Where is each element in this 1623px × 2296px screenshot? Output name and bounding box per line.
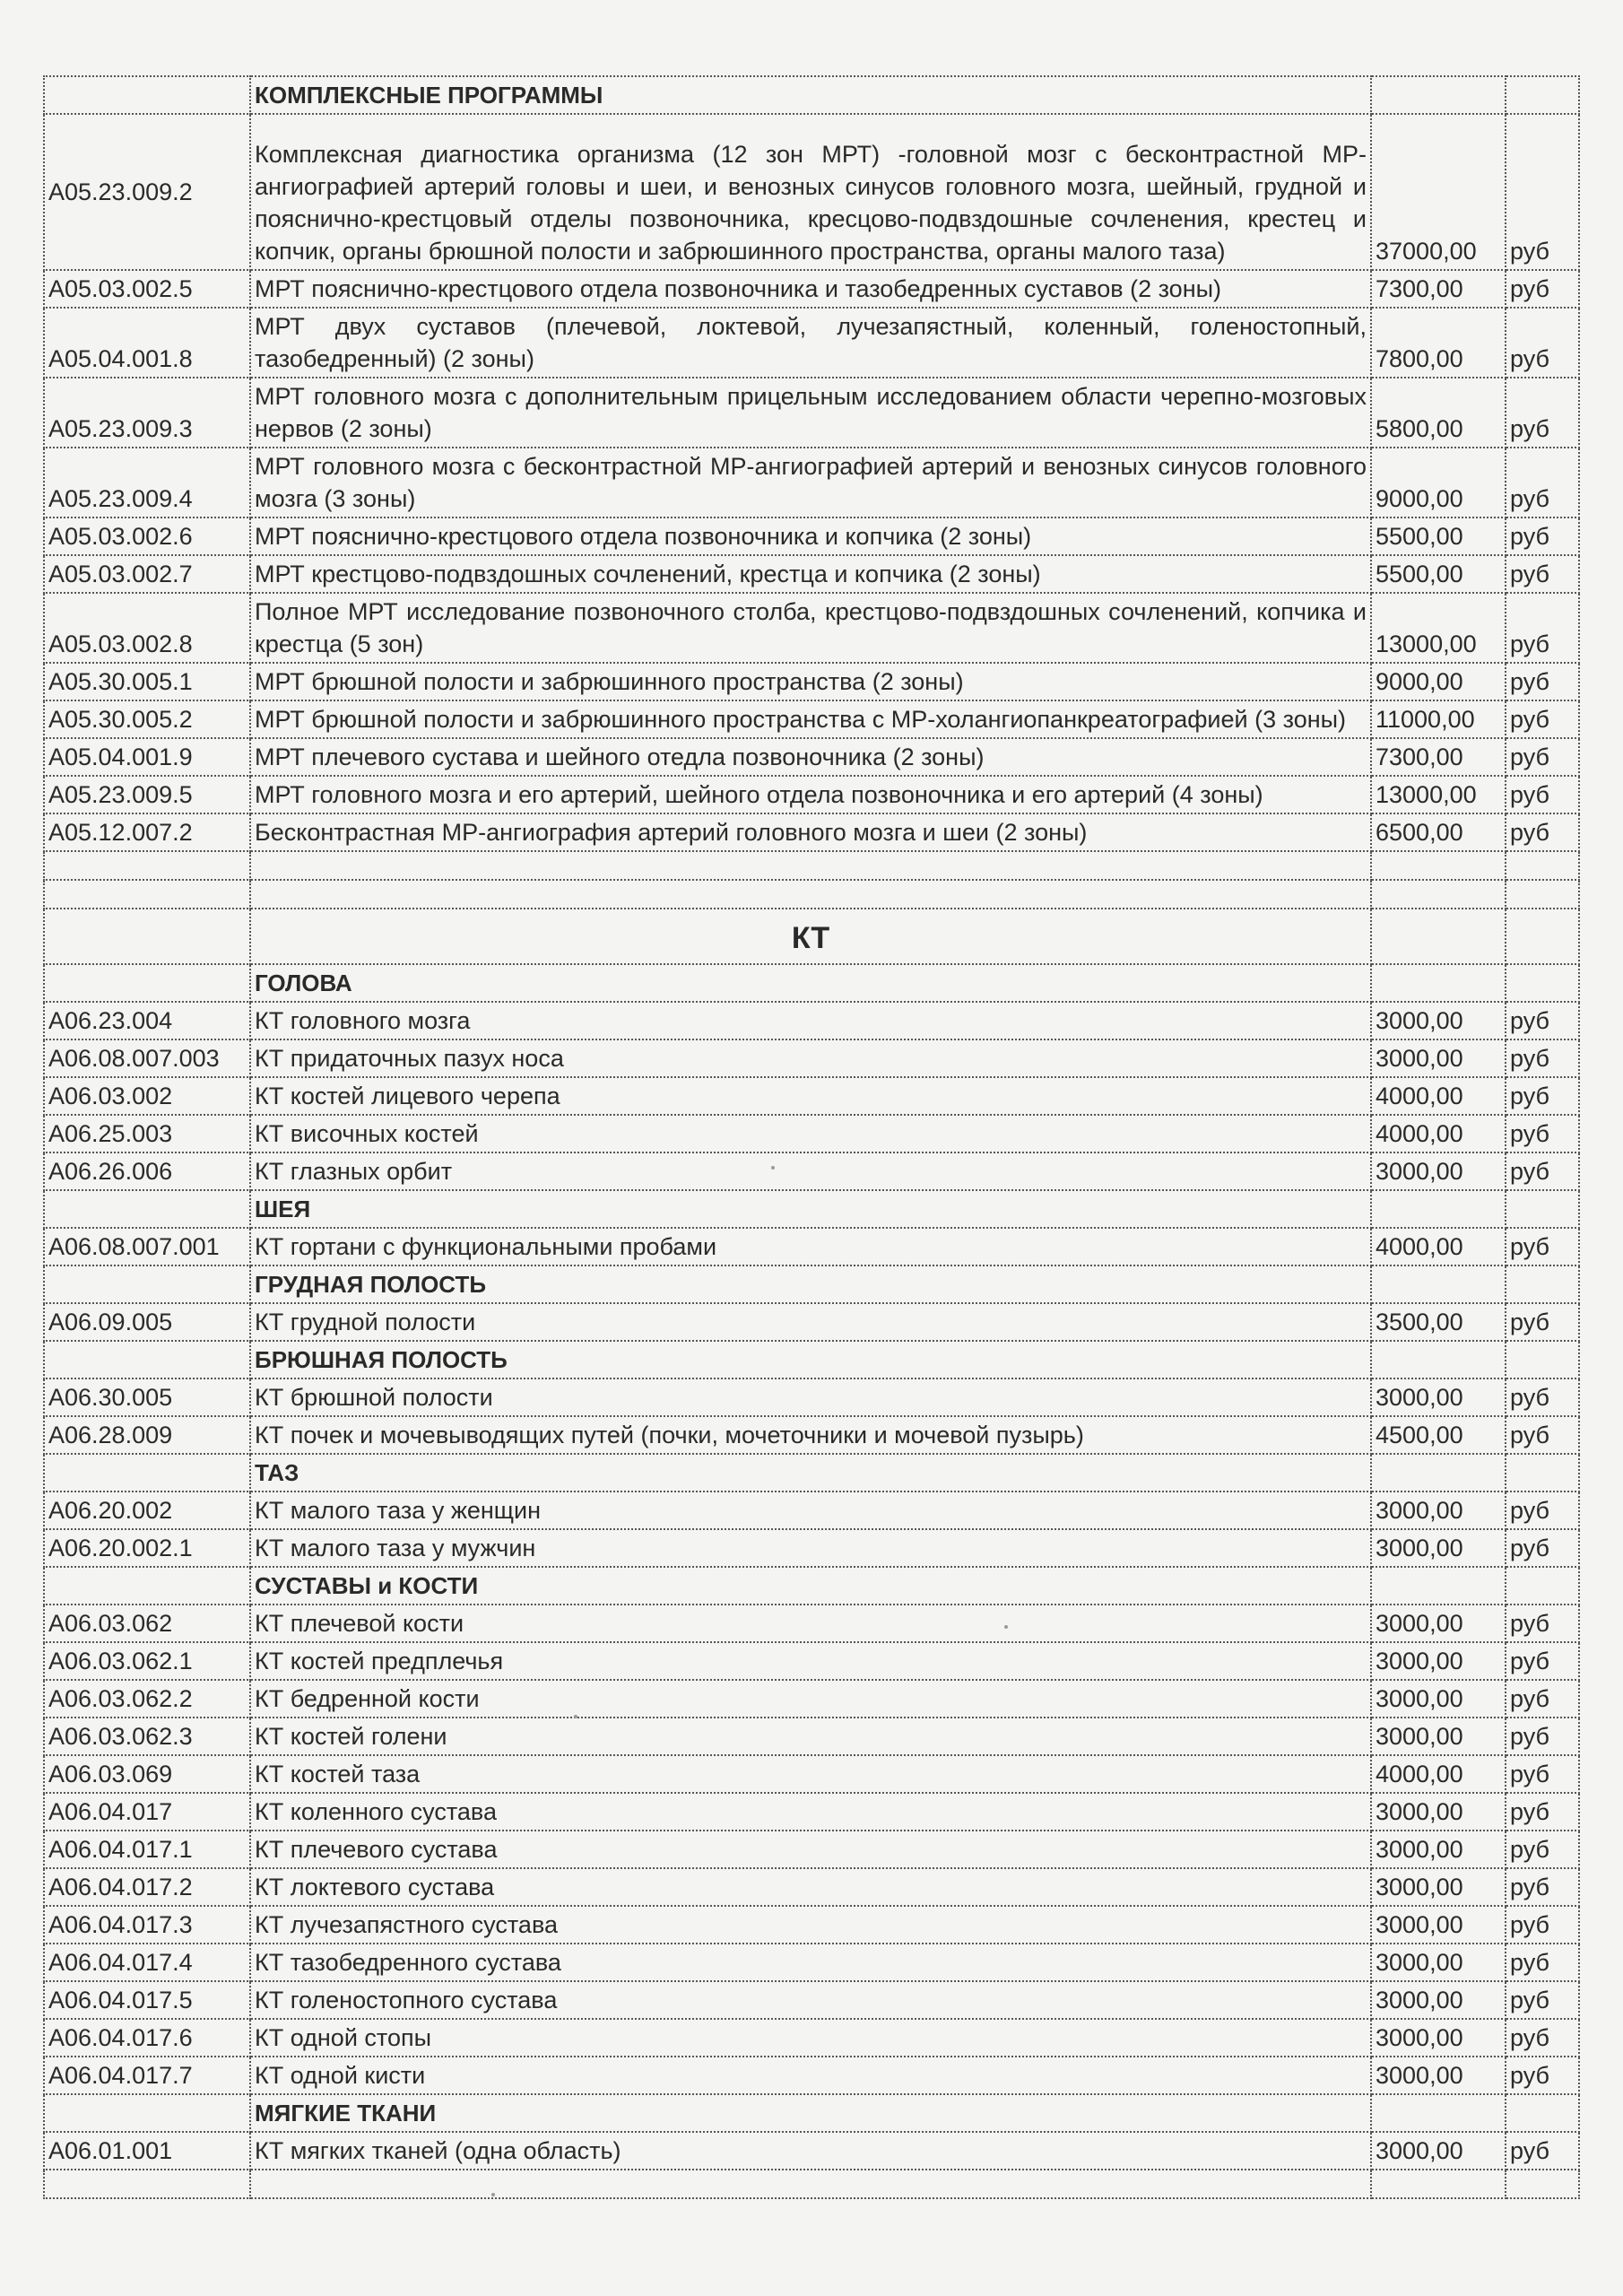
service-price: 4000,00 bbox=[1371, 1115, 1506, 1152]
blank-row bbox=[44, 2170, 1579, 2198]
service-price: 13000,00 bbox=[1371, 776, 1506, 813]
service-unit: руб bbox=[1506, 1718, 1579, 1755]
section-title: ШЕЯ bbox=[250, 1190, 1371, 1228]
service-code: A06.08.007.001 bbox=[44, 1228, 250, 1265]
service-price: 3000,00 bbox=[1371, 1680, 1506, 1718]
blank-cell bbox=[1506, 880, 1579, 909]
service-name: КТ одной стопы bbox=[250, 2019, 1371, 2057]
blank-cell bbox=[44, 880, 250, 909]
service-row bbox=[44, 2019, 1579, 2057]
service-code: A06.09.005 bbox=[44, 1303, 250, 1341]
section-title: ГОЛОВА bbox=[250, 964, 1371, 1002]
service-row bbox=[44, 1831, 1579, 1868]
service-name: КТ костей таза bbox=[250, 1755, 1371, 1793]
service-row bbox=[44, 593, 1579, 663]
service-unit: руб bbox=[1506, 776, 1579, 813]
service-code: A06.08.007.003 bbox=[44, 1039, 250, 1077]
section-price-cell bbox=[1371, 1265, 1506, 1303]
service-code: A05.03.002.6 bbox=[44, 517, 250, 555]
service-unit: руб bbox=[1506, 114, 1579, 270]
section-unit-cell bbox=[1506, 1190, 1579, 1228]
price-list-sheet bbox=[43, 75, 1578, 2199]
section-header bbox=[44, 1190, 1579, 1228]
blank-cell bbox=[250, 2170, 1371, 2198]
section-unit-cell bbox=[1506, 1567, 1579, 1605]
service-unit: руб bbox=[1506, 1605, 1579, 1642]
service-price: 3000,00 bbox=[1371, 1152, 1506, 1190]
service-row bbox=[44, 378, 1579, 448]
section-title: БРЮШНАЯ ПОЛОСТЬ bbox=[250, 1341, 1371, 1378]
service-price: 3000,00 bbox=[1371, 1492, 1506, 1529]
service-price: 4000,00 bbox=[1371, 1228, 1506, 1265]
service-row bbox=[44, 2132, 1579, 2170]
service-name: КТ тазобедренного сустава bbox=[250, 1944, 1371, 1981]
service-name: МРТ брюшной полости и забрюшинного пространства (2 зоны) bbox=[250, 663, 1371, 700]
service-price: 13000,00 bbox=[1371, 593, 1506, 663]
service-row bbox=[44, 1680, 1579, 1718]
service-code: A06.03.062 bbox=[44, 1605, 250, 1642]
service-price: 3000,00 bbox=[1371, 1718, 1506, 1755]
service-price: 3000,00 bbox=[1371, 1793, 1506, 1831]
section-code-cell bbox=[44, 76, 250, 114]
section-code-cell bbox=[44, 1341, 250, 1378]
section-price-cell bbox=[1371, 2094, 1506, 2132]
service-unit: руб bbox=[1506, 1152, 1579, 1190]
service-unit: руб bbox=[1506, 1529, 1579, 1567]
service-unit: руб bbox=[1506, 555, 1579, 593]
service-unit: руб bbox=[1506, 270, 1579, 308]
service-name: КТ лучезапястного сустава bbox=[250, 1906, 1371, 1944]
service-row bbox=[44, 1529, 1579, 1567]
service-unit: руб bbox=[1506, 1228, 1579, 1265]
service-row bbox=[44, 1002, 1579, 1039]
section-header bbox=[44, 1454, 1579, 1492]
service-row bbox=[44, 1868, 1579, 1906]
service-unit: руб bbox=[1506, 1077, 1579, 1115]
service-unit: руб bbox=[1506, 1755, 1579, 1793]
service-name: КТ придаточных пазух носа bbox=[250, 1039, 1371, 1077]
service-unit: руб bbox=[1506, 1868, 1579, 1906]
service-name: МРТ головного мозга с бесконтрастной МР-ангиографией артерий и венозных синусов головного мозга (3 зоны) bbox=[250, 448, 1371, 517]
service-row bbox=[44, 1077, 1579, 1115]
service-code: A06.04.017.4 bbox=[44, 1944, 250, 1981]
service-unit: руб bbox=[1506, 663, 1579, 700]
service-name: МРТ пояснично-крестцового отдела позвоночника и копчика (2 зоны) bbox=[250, 517, 1371, 555]
service-name: КТ височных костей bbox=[250, 1115, 1371, 1152]
service-row bbox=[44, 1981, 1579, 2019]
service-name: Полное МРТ исследование позвоночного столба, крестцово-подвздошных сочленений, копчика и крестца (5 зон) bbox=[250, 593, 1371, 663]
service-unit: руб bbox=[1506, 700, 1579, 738]
blank-cell bbox=[1506, 851, 1579, 880]
section-unit-cell bbox=[1506, 76, 1579, 114]
service-unit: руб bbox=[1506, 2019, 1579, 2057]
service-name: КТ бедренной кости bbox=[250, 1680, 1371, 1718]
service-row bbox=[44, 1228, 1579, 1265]
service-unit: руб bbox=[1506, 1680, 1579, 1718]
service-unit: руб bbox=[1506, 1642, 1579, 1680]
service-unit: руб bbox=[1506, 593, 1579, 663]
service-name: МРТ головного мозга с дополнительным прицельным исследованием области черепно-мозговых нервов (2 зоны) bbox=[250, 378, 1371, 448]
section-unit-cell bbox=[1506, 964, 1579, 1002]
service-code: A06.20.002.1 bbox=[44, 1529, 250, 1567]
blank-cell bbox=[1371, 880, 1506, 909]
service-code: A06.03.062.1 bbox=[44, 1642, 250, 1680]
service-unit: руб bbox=[1506, 1039, 1579, 1077]
service-price: 7300,00 bbox=[1371, 270, 1506, 308]
service-name: МРТ брюшной полости и забрюшинного пространства с МР-холангиопанкреатографией (3 зоны) bbox=[250, 700, 1371, 738]
service-name: КТ грудной полости bbox=[250, 1303, 1371, 1341]
service-code: A06.25.003 bbox=[44, 1115, 250, 1152]
service-code: A06.01.001 bbox=[44, 2132, 250, 2170]
service-price: 3000,00 bbox=[1371, 1642, 1506, 1680]
service-row bbox=[44, 663, 1579, 700]
service-unit: руб bbox=[1506, 1115, 1579, 1152]
service-row bbox=[44, 776, 1579, 813]
service-unit: руб bbox=[1506, 738, 1579, 776]
service-price: 3000,00 bbox=[1371, 1002, 1506, 1039]
service-name: КТ одной кисти bbox=[250, 2057, 1371, 2094]
service-unit: руб bbox=[1506, 1492, 1579, 1529]
service-name: КТ коленного сустава bbox=[250, 1793, 1371, 1831]
service-price: 3000,00 bbox=[1371, 1378, 1506, 1416]
section-title: МЯГКИЕ ТКАНИ bbox=[250, 2094, 1371, 2132]
service-row bbox=[44, 448, 1579, 517]
service-row bbox=[44, 1492, 1579, 1529]
service-price: 7800,00 bbox=[1371, 308, 1506, 378]
service-unit: руб bbox=[1506, 1981, 1579, 2019]
service-row bbox=[44, 1303, 1579, 1341]
section-header bbox=[44, 964, 1579, 1002]
service-price: 4000,00 bbox=[1371, 1755, 1506, 1793]
price-table-body bbox=[44, 76, 1579, 2198]
service-price: 3000,00 bbox=[1371, 1981, 1506, 2019]
service-row bbox=[44, 270, 1579, 308]
service-price: 3000,00 bbox=[1371, 1868, 1506, 1906]
section-price-cell bbox=[1371, 76, 1506, 114]
section-price-cell bbox=[1371, 964, 1506, 1002]
service-price: 3000,00 bbox=[1371, 2132, 1506, 2170]
service-price: 3000,00 bbox=[1371, 2057, 1506, 2094]
service-unit: руб bbox=[1506, 1416, 1579, 1454]
service-code: A05.03.002.5 bbox=[44, 270, 250, 308]
service-row bbox=[44, 1718, 1579, 1755]
scan-speck bbox=[491, 2193, 495, 2196]
service-name: КТ плечевого сустава bbox=[250, 1831, 1371, 1868]
service-name: КТ гортани с функциональными пробами bbox=[250, 1228, 1371, 1265]
service-code: A05.30.005.1 bbox=[44, 663, 250, 700]
service-name: КТ плечевой кости bbox=[250, 1605, 1371, 1642]
service-unit: руб bbox=[1506, 2057, 1579, 2094]
service-price: 3000,00 bbox=[1371, 2019, 1506, 2057]
blank-cell bbox=[44, 851, 250, 880]
service-code: A06.04.017.6 bbox=[44, 2019, 250, 2057]
service-price: 3000,00 bbox=[1371, 1605, 1506, 1642]
service-row bbox=[44, 517, 1579, 555]
service-name: КТ костей голени bbox=[250, 1718, 1371, 1755]
service-unit: руб bbox=[1506, 1944, 1579, 1981]
service-row bbox=[44, 1642, 1579, 1680]
section-unit-cell bbox=[1506, 1265, 1579, 1303]
service-name: КТ почек и мочевыводящих путей (почки, мочеточники и мочевой пузырь) bbox=[250, 1416, 1371, 1454]
section-code-cell bbox=[44, 909, 250, 964]
service-code: A05.04.001.9 bbox=[44, 738, 250, 776]
service-code: A05.23.009.5 bbox=[44, 776, 250, 813]
price-table bbox=[43, 75, 1580, 2199]
blank-cell bbox=[1371, 851, 1506, 880]
section-title: ТАЗ bbox=[250, 1454, 1371, 1492]
service-code: A05.04.001.8 bbox=[44, 308, 250, 378]
service-code: A05.23.009.3 bbox=[44, 378, 250, 448]
service-name: КТ костей лицевого черепа bbox=[250, 1077, 1371, 1115]
service-name: МРТ плечевого сустава и шейного отедла позвоночника (2 зоны) bbox=[250, 738, 1371, 776]
service-name: КТ локтевого сустава bbox=[250, 1868, 1371, 1906]
service-unit: руб bbox=[1506, 1831, 1579, 1868]
section-code-cell bbox=[44, 1454, 250, 1492]
section-unit-cell bbox=[1506, 1341, 1579, 1378]
section-code-cell bbox=[44, 964, 250, 1002]
blank-cell bbox=[1371, 2170, 1506, 2198]
service-name: МРТ двух суставов (плечевой, локтевой, лучезапястный, коленный, голеностопный, тазобедренный) (2 зоны) bbox=[250, 308, 1371, 378]
service-row bbox=[44, 555, 1579, 593]
service-code: A06.23.004 bbox=[44, 1002, 250, 1039]
service-code: A06.04.017.1 bbox=[44, 1831, 250, 1868]
service-price: 11000,00 bbox=[1371, 700, 1506, 738]
service-unit: руб bbox=[1506, 378, 1579, 448]
service-code: A06.03.062.2 bbox=[44, 1680, 250, 1718]
service-name: КТ голеностопного сустава bbox=[250, 1981, 1371, 2019]
service-row bbox=[44, 1416, 1579, 1454]
section-price-cell bbox=[1371, 1454, 1506, 1492]
service-unit: руб bbox=[1506, 1378, 1579, 1416]
blank-cell bbox=[44, 2170, 250, 2198]
service-name: МРТ головного мозга и его артерий, шейного отдела позвоночника и его артерий (4 зоны) bbox=[250, 776, 1371, 813]
service-unit: руб bbox=[1506, 1793, 1579, 1831]
scan-speck bbox=[1004, 1625, 1008, 1629]
service-unit: руб bbox=[1506, 1303, 1579, 1341]
service-row bbox=[44, 1793, 1579, 1831]
service-name: КТ малого таза у женщин bbox=[250, 1492, 1371, 1529]
service-code: A05.23.009.2 bbox=[44, 114, 250, 270]
service-code: A06.26.006 bbox=[44, 1152, 250, 1190]
scan-speck bbox=[574, 1715, 577, 1718]
service-name: Комплексная диагностика организма (12 зон МРТ) -головной мозг с бесконтрастной МР-ангиографией артерий головы и шеи, и венозных синусов головного мозга, шейный, грудной и пояснично-крестцовый отделы позвоночника, кресцово-подвздошные сочленения, крестец и копчик, органы брюшной полости и забрюшинного пространства, органы малого таза) bbox=[250, 114, 1371, 270]
service-row bbox=[44, 1944, 1579, 1981]
service-code: A06.04.017.3 bbox=[44, 1906, 250, 1944]
section-code-cell bbox=[44, 1567, 250, 1605]
service-code: A06.04.017.7 bbox=[44, 2057, 250, 2094]
section-header bbox=[44, 1567, 1579, 1605]
service-unit: руб bbox=[1506, 308, 1579, 378]
section-price-cell bbox=[1371, 1341, 1506, 1378]
service-code: A06.28.009 bbox=[44, 1416, 250, 1454]
service-row bbox=[44, 1115, 1579, 1152]
service-name: КТ глазных орбит bbox=[250, 1152, 1371, 1190]
section-header bbox=[44, 2094, 1579, 2132]
service-row bbox=[44, 1039, 1579, 1077]
service-price: 3500,00 bbox=[1371, 1303, 1506, 1341]
section-title: КТ bbox=[250, 909, 1371, 964]
section-price-cell bbox=[1371, 1567, 1506, 1605]
service-name: МРТ крестцово-подвздошных сочленений, крестца и копчика (2 зоны) bbox=[250, 555, 1371, 593]
service-code: A06.20.002 bbox=[44, 1492, 250, 1529]
blank-cell bbox=[1506, 2170, 1579, 2198]
service-unit: руб bbox=[1506, 448, 1579, 517]
blank-cell bbox=[250, 880, 1371, 909]
blank-row bbox=[44, 851, 1579, 880]
service-row bbox=[44, 700, 1579, 738]
section-title: СУСТАВЫ и КОСТИ bbox=[250, 1567, 1371, 1605]
service-price: 3000,00 bbox=[1371, 1039, 1506, 1077]
scan-speck bbox=[771, 1166, 775, 1170]
service-name: МРТ пояснично-крестцового отдела позвоночника и тазобедренных суставов (2 зоны) bbox=[250, 270, 1371, 308]
service-row bbox=[44, 738, 1579, 776]
service-code: A05.23.009.4 bbox=[44, 448, 250, 517]
service-row bbox=[44, 1378, 1579, 1416]
section-unit-cell bbox=[1506, 909, 1579, 964]
service-row bbox=[44, 813, 1579, 851]
section-header bbox=[44, 1341, 1579, 1378]
service-price: 7300,00 bbox=[1371, 738, 1506, 776]
service-price: 9000,00 bbox=[1371, 663, 1506, 700]
service-unit: руб bbox=[1506, 1002, 1579, 1039]
blank-cell bbox=[250, 851, 1371, 880]
section-code-cell bbox=[44, 1190, 250, 1228]
service-code: A06.04.017 bbox=[44, 1793, 250, 1831]
service-price: 3000,00 bbox=[1371, 1529, 1506, 1567]
section-header bbox=[44, 76, 1579, 114]
service-code: A06.03.062.3 bbox=[44, 1718, 250, 1755]
service-row bbox=[44, 1906, 1579, 1944]
service-unit: руб bbox=[1506, 813, 1579, 851]
major-section-header bbox=[44, 909, 1579, 964]
section-unit-cell bbox=[1506, 2094, 1579, 2132]
service-name: Бесконтрастная МР-ангиография артерий головного мозга и шеи (2 зоны) bbox=[250, 813, 1371, 851]
service-price: 9000,00 bbox=[1371, 448, 1506, 517]
service-name: КТ головного мозга bbox=[250, 1002, 1371, 1039]
service-price: 3000,00 bbox=[1371, 1906, 1506, 1944]
service-price: 6500,00 bbox=[1371, 813, 1506, 851]
section-unit-cell bbox=[1506, 1454, 1579, 1492]
service-row bbox=[44, 1152, 1579, 1190]
section-title: ГРУДНАЯ ПОЛОСТЬ bbox=[250, 1265, 1371, 1303]
blank-row bbox=[44, 880, 1579, 909]
service-price: 5500,00 bbox=[1371, 555, 1506, 593]
service-code: A06.03.002 bbox=[44, 1077, 250, 1115]
service-unit: руб bbox=[1506, 517, 1579, 555]
service-price: 5500,00 bbox=[1371, 517, 1506, 555]
service-price: 3000,00 bbox=[1371, 1831, 1506, 1868]
service-price: 37000,00 bbox=[1371, 114, 1506, 270]
service-row bbox=[44, 114, 1579, 270]
section-price-cell bbox=[1371, 909, 1506, 964]
service-code: A05.03.002.8 bbox=[44, 593, 250, 663]
service-row bbox=[44, 1755, 1579, 1793]
service-row bbox=[44, 2057, 1579, 2094]
service-price: 4000,00 bbox=[1371, 1077, 1506, 1115]
service-name: КТ малого таза у мужчин bbox=[250, 1529, 1371, 1567]
service-name: КТ брюшной полости bbox=[250, 1378, 1371, 1416]
service-unit: руб bbox=[1506, 2132, 1579, 2170]
service-row bbox=[44, 1605, 1579, 1642]
section-price-cell bbox=[1371, 1190, 1506, 1228]
service-price: 3000,00 bbox=[1371, 1944, 1506, 1981]
service-unit: руб bbox=[1506, 1906, 1579, 1944]
service-code: A06.03.069 bbox=[44, 1755, 250, 1793]
service-code: A05.03.002.7 bbox=[44, 555, 250, 593]
service-name: КТ мягких тканей (одна область) bbox=[250, 2132, 1371, 2170]
service-row bbox=[44, 308, 1579, 378]
service-price: 5800,00 bbox=[1371, 378, 1506, 448]
service-price: 4500,00 bbox=[1371, 1416, 1506, 1454]
service-code: A05.30.005.2 bbox=[44, 700, 250, 738]
section-title: КОМПЛЕКСНЫЕ ПРОГРАММЫ bbox=[250, 76, 1371, 114]
service-code: A05.12.007.2 bbox=[44, 813, 250, 851]
section-header bbox=[44, 1265, 1579, 1303]
service-code: A06.04.017.2 bbox=[44, 1868, 250, 1906]
service-code: A06.30.005 bbox=[44, 1378, 250, 1416]
section-code-cell bbox=[44, 2094, 250, 2132]
section-code-cell bbox=[44, 1265, 250, 1303]
service-name: КТ костей предплечья bbox=[250, 1642, 1371, 1680]
service-code: A06.04.017.5 bbox=[44, 1981, 250, 2019]
